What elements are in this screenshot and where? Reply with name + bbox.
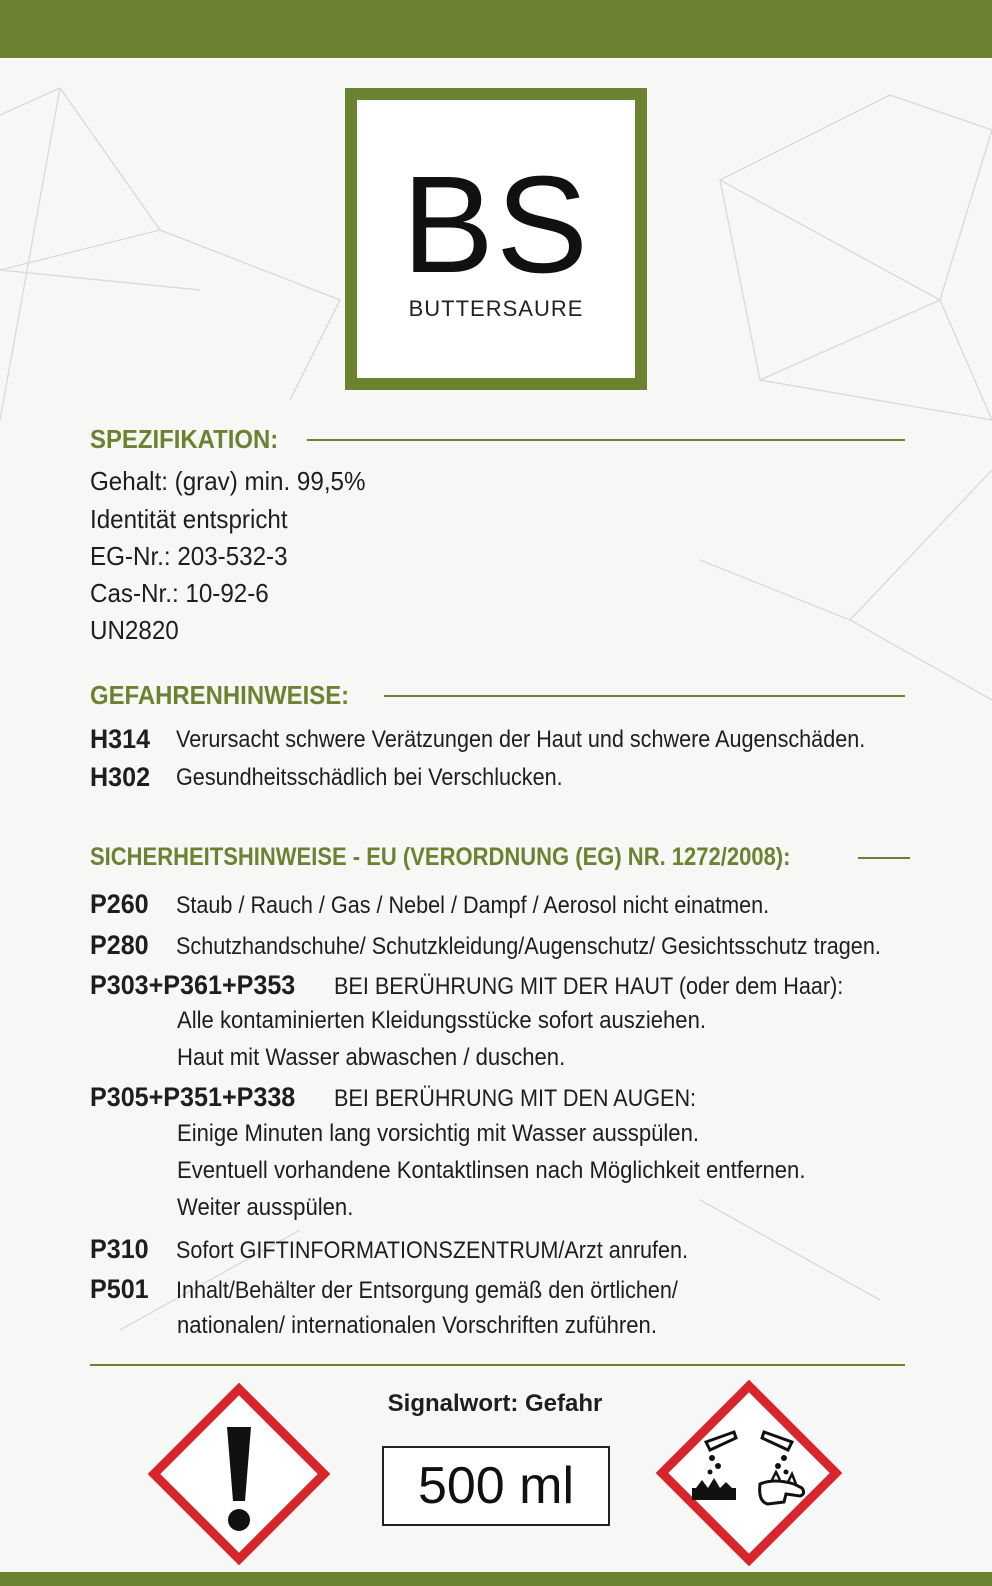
gefahrenhinweise-title: GEFAHRENHINWEISE: (90, 680, 350, 710)
heading-rule (858, 857, 910, 859)
precaution-text: Inhalt/Behälter der Entsorgung gemäß den örtlichen/ (176, 1277, 678, 1304)
spec-line: Gehalt: (grav) min. 99,5% (90, 466, 366, 496)
hazard-code: H302 (90, 762, 151, 792)
heading-rule (384, 695, 905, 697)
precaution-continuation: nationalen/ internationalen Vorschriften zuführen. (177, 1312, 657, 1339)
exclamation-mark-icon (148, 1383, 330, 1565)
signal-word: Signalwort: Gefahr (387, 1390, 603, 1417)
precaution-code: P310 (90, 1234, 149, 1264)
spezifikation-title: SPEZIFIKATION: (90, 424, 279, 454)
precaution-code: P303+P361+P353 (90, 970, 296, 1000)
sicherheitshinweise-heading (90, 843, 905, 872)
spec-line: UN2820 (90, 615, 179, 645)
volume-box: 500 ml (382, 1446, 610, 1526)
bottom-color-bar (0, 1572, 992, 1586)
hazard-text: Gesundheitsschädlich bei Verschlucken. (176, 764, 563, 791)
precaution-code: P280 (90, 930, 149, 960)
top-color-bar (0, 0, 992, 58)
spec-line: EG-Nr.: 203-532-3 (90, 541, 288, 571)
corrosion-icon (656, 1380, 842, 1566)
product-name: BUTTERSAURE (408, 296, 584, 321)
spezifikation-heading (90, 424, 905, 455)
precaution-code: P501 (90, 1274, 149, 1304)
precaution-code: P305+P351+P338 (90, 1082, 296, 1112)
precaution-text: Staub / Rauch / Gas / Nebel / Dampf / Aerosol nicht einatmen. (176, 892, 770, 919)
precaution-code: P260 (90, 889, 149, 919)
precaution-continuation: Haut mit Wasser abwaschen / duschen. (177, 1044, 566, 1071)
brand-logo (345, 88, 647, 390)
hazard-text: Verursacht schwere Verätzungen der Haut und schwere Augenschäden. (176, 726, 866, 753)
precaution-continuation: Alle kontaminierten Kleidungsstücke sofort ausziehen. (177, 1007, 706, 1034)
precaution-continuation: Eventuell vorhandene Kontaktlinsen nach Möglichkeit entfernen. (177, 1157, 806, 1184)
precaution-text: BEI BERÜHRUNG MIT DEN AUGEN: (334, 1085, 697, 1112)
hazard-code: H314 (90, 724, 151, 754)
precaution-text: Schutzhandschuhe/ Schutzkleidung/Augenschutz/ Gesichtsschutz tragen. (176, 933, 881, 960)
precaution-text: BEI BERÜHRUNG MIT DER HAUT (oder dem Haar): (334, 973, 844, 1000)
heading-rule (307, 439, 905, 441)
precaution-text: Sofort GIFTINFORMATIONSZENTRUM/Arzt anrufen. (176, 1237, 689, 1264)
spec-line: Cas-Nr.: 10-92-6 (90, 578, 269, 608)
logo-letters: BS (401, 148, 591, 302)
spec-line: Identität entspricht (90, 504, 288, 534)
precaution-continuation: Einige Minuten lang vorsichtig mit Wasser ausspülen. (177, 1120, 699, 1147)
precaution-continuation: Weiter ausspülen. (177, 1194, 354, 1221)
footer-divider (90, 1364, 905, 1366)
sicherheitshinweise-title: SICHERHEITSHINWEISE - EU (VERORDNUNG (EG) NR. 1272/2008): (90, 843, 791, 871)
gefahrenhinweise-heading (90, 680, 905, 711)
